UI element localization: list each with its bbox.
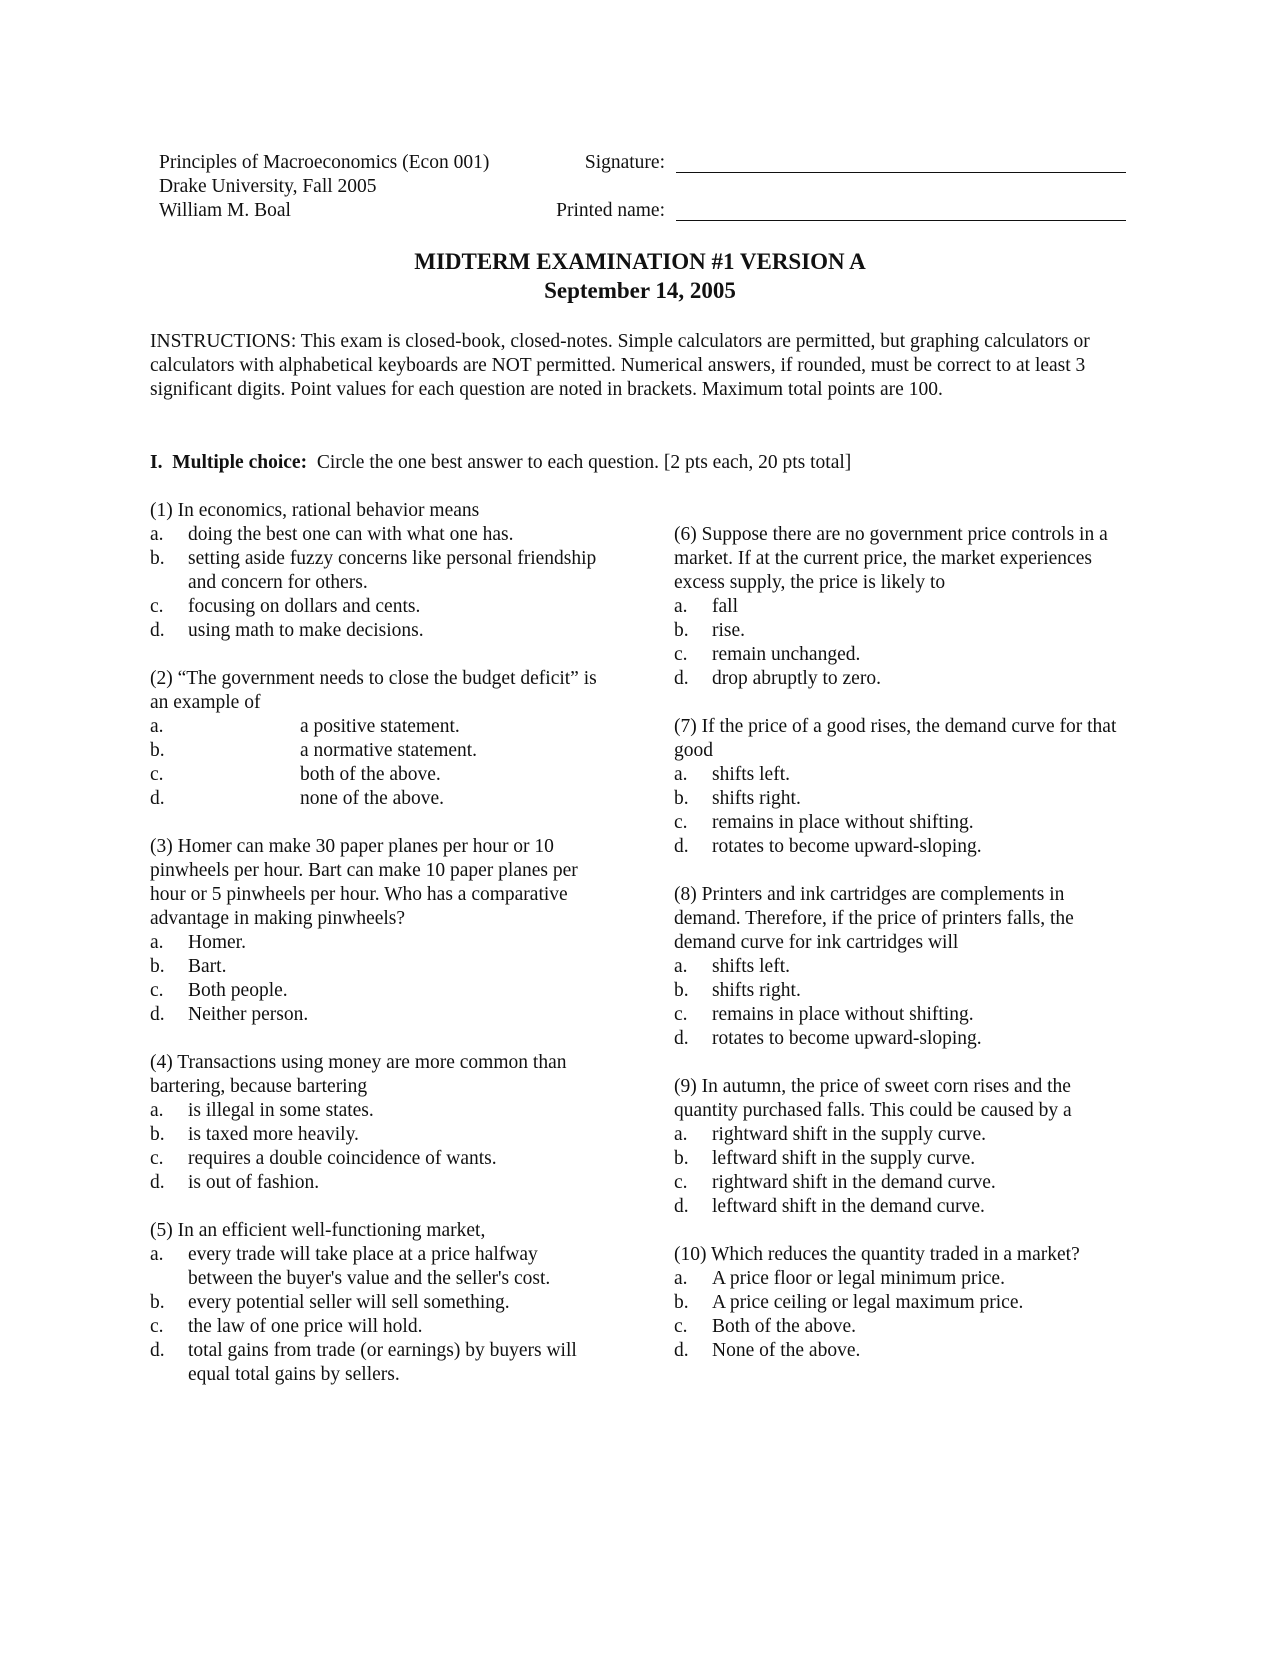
signature-label: Signature: <box>584 152 665 173</box>
option-text: leftward shift in the demand curve. <box>712 1196 985 1217</box>
option-letter: d. <box>150 788 165 809</box>
question-stem: (4) Transactions using money are more common than bartering, because bartering <box>150 1052 567 1097</box>
option-text: rightward shift in the demand curve. <box>712 1172 996 1193</box>
option-letter: a. <box>674 956 688 977</box>
option-text: a positive statement. <box>300 716 460 737</box>
answer-option[interactable] <box>674 1027 1134 1051</box>
question-stem: (7) If the price of a good rises, the demand curve for that good <box>674 716 1117 761</box>
option-text: none of the above. <box>300 788 445 809</box>
option-text: total gains from trade (or earnings) by buyers will equal total gains by sellers. <box>188 1340 577 1385</box>
option-letter: a. <box>674 1268 688 1289</box>
answer-option[interactable] <box>150 1315 600 1339</box>
option-letter: b. <box>674 788 689 809</box>
answer-option[interactable] <box>674 1195 1134 1219</box>
option-letter: a. <box>150 932 164 953</box>
answer-option[interactable] <box>150 931 600 955</box>
answer-option[interactable] <box>150 619 600 643</box>
answer-option[interactable] <box>674 763 1134 787</box>
section-name: Multiple choice: <box>172 452 308 473</box>
option-letter: c. <box>674 812 688 833</box>
option-letter: b. <box>150 1124 165 1145</box>
answer-option[interactable] <box>150 979 600 1003</box>
answer-option[interactable] <box>674 1123 1134 1147</box>
option-text: shifts left. <box>712 956 790 977</box>
option-text: setting aside fuzzy concerns like personal friendship and concern for others. <box>188 548 597 593</box>
question-1 <box>150 499 600 643</box>
answer-option[interactable] <box>150 739 600 763</box>
section-heading <box>150 451 1130 475</box>
option-letter: b. <box>674 620 689 641</box>
option-text: remains in place without shifting. <box>712 812 974 833</box>
option-text: both of the above. <box>300 764 441 785</box>
answer-option[interactable] <box>674 1315 1134 1339</box>
answer-option[interactable] <box>150 1339 600 1387</box>
option-letter: d. <box>150 1004 165 1025</box>
option-letter: c. <box>150 764 164 785</box>
option-text: remain unchanged. <box>712 644 861 665</box>
option-text: shifts right. <box>712 980 801 1001</box>
question-stem: (9) In autumn, the price of sweet corn rises and the quantity purchased falls. This could be caused by a <box>674 1076 1072 1121</box>
answer-option[interactable] <box>674 1267 1134 1291</box>
option-text: Homer. <box>188 932 246 953</box>
option-letter: c. <box>674 644 688 665</box>
answer-option[interactable] <box>674 1147 1134 1171</box>
option-letter: d. <box>150 1340 165 1361</box>
question-stem: (6) Suppose there are no government price controls in a market. If at the current price, the market experiences excess supply, the price is likely to <box>674 524 1108 593</box>
option-text: fall <box>712 596 738 617</box>
option-text: every potential seller will sell something. <box>188 1292 510 1313</box>
option-letter: b. <box>674 980 689 1001</box>
answer-option[interactable] <box>674 1339 1134 1363</box>
question-stem: (8) Printers and ink cartridges are complements in demand. Therefore, if the price of printers falls, the demand curve for ink cartridges will <box>674 884 1074 953</box>
option-text: leftward shift in the supply curve. <box>712 1148 976 1169</box>
answer-option[interactable] <box>150 1243 600 1291</box>
answer-option[interactable] <box>150 1291 600 1315</box>
option-letter: a. <box>674 1124 688 1145</box>
option-text: shifts right. <box>712 788 801 809</box>
answer-option[interactable] <box>674 979 1134 1003</box>
course-name: Principles of Macroeconomics (Econ 001) <box>159 152 490 173</box>
answer-option[interactable] <box>150 547 600 595</box>
option-letter: b. <box>674 1148 689 1169</box>
answer-option[interactable] <box>150 955 600 979</box>
option-letter: c. <box>150 596 164 617</box>
question-stem: (2) “The government needs to close the budget deficit” is an example of <box>150 668 597 713</box>
answer-option[interactable] <box>674 667 1134 691</box>
answer-option[interactable] <box>150 595 600 619</box>
section-number: I. <box>150 452 163 473</box>
option-text: every trade will take place at a price halfway between the buyer's value and the seller's cost. <box>188 1244 551 1289</box>
questions-left-column <box>150 499 600 1411</box>
question-stem: (5) In an efficient well-functioning market, <box>150 1220 486 1241</box>
option-text: None of the above. <box>712 1340 861 1361</box>
option-letter: a. <box>150 1244 164 1265</box>
option-letter: a. <box>150 716 164 737</box>
exam-title <box>0 247 1280 305</box>
option-letter: c. <box>150 1148 164 1169</box>
option-text: rotates to become upward-sloping. <box>712 1028 982 1049</box>
answer-option[interactable] <box>150 715 600 739</box>
answer-option[interactable] <box>674 787 1134 811</box>
option-text: rightward shift in the supply curve. <box>712 1124 987 1145</box>
answer-option[interactable] <box>674 619 1134 643</box>
section-description: Circle the one best answer to each question. [2 pts each, 20 pts total] <box>316 452 852 473</box>
question-4 <box>150 1051 600 1195</box>
option-letter: c. <box>674 1316 688 1337</box>
option-text: remains in place without shifting. <box>712 1004 974 1025</box>
answer-option[interactable] <box>150 1171 600 1195</box>
question-stem: (10) Which reduces the quantity traded in a market? <box>674 1244 1080 1265</box>
printed-name-field[interactable] <box>676 220 1126 221</box>
question-10 <box>674 1243 1134 1363</box>
signature-field[interactable] <box>676 172 1126 173</box>
course-header <box>159 151 489 223</box>
exam-date: September 14, 2005 <box>544 278 736 303</box>
school-term: Drake University, Fall 2005 <box>159 176 377 197</box>
option-text: Both people. <box>188 980 288 1001</box>
answer-option[interactable] <box>674 835 1134 859</box>
question-2 <box>150 667 600 811</box>
printed-name-label: Printed name: <box>556 200 665 221</box>
option-text: drop abruptly to zero. <box>712 668 881 689</box>
exam-title-line1: MIDTERM EXAMINATION #1 VERSION A <box>414 249 866 274</box>
option-text: is out of fashion. <box>188 1172 320 1193</box>
option-text: using math to make decisions. <box>188 620 424 641</box>
option-text: rise. <box>712 620 746 641</box>
option-text: rotates to become upward-sloping. <box>712 836 982 857</box>
answer-option[interactable] <box>150 1003 600 1027</box>
option-letter: c. <box>150 1316 164 1337</box>
question-5 <box>150 1219 600 1387</box>
option-letter: b. <box>674 1292 689 1313</box>
questions-right-column <box>674 523 1134 1387</box>
question-9 <box>674 1075 1134 1219</box>
option-text: Neither person. <box>188 1004 309 1025</box>
question-3 <box>150 835 600 1027</box>
option-text: a normative statement. <box>300 740 478 761</box>
answer-option[interactable] <box>150 1147 600 1171</box>
option-text: Bart. <box>188 956 227 977</box>
answer-option[interactable] <box>674 1003 1134 1027</box>
answer-option[interactable] <box>150 1123 600 1147</box>
answer-option[interactable] <box>150 523 600 547</box>
option-letter: d. <box>674 1340 689 1361</box>
answer-option[interactable] <box>674 811 1134 835</box>
option-letter: b. <box>150 1292 165 1313</box>
instructions: INSTRUCTIONS: This exam is closed-book, closed-notes. Simple calculators are permitted, but graphing calculators or calculators with alphabetical keyboards are NOT permitted. Numerical answers, if rounded, must be correct to at least 3 significant digits. Point values for each question are noted in brackets. Maximum total points are 100. <box>150 331 1090 400</box>
answer-option[interactable] <box>674 955 1134 979</box>
option-letter: c. <box>674 1172 688 1193</box>
option-text: doing the best one can with what one has. <box>188 524 514 545</box>
answer-option[interactable] <box>150 1099 600 1123</box>
option-text: shifts left. <box>712 764 790 785</box>
option-text: A price floor or legal minimum price. <box>712 1268 1005 1289</box>
answer-option[interactable] <box>674 643 1134 667</box>
answer-option[interactable] <box>674 1171 1134 1195</box>
option-text: requires a double coincidence of wants. <box>188 1148 497 1169</box>
option-letter: d. <box>674 836 689 857</box>
option-text: the law of one price will hold. <box>188 1316 423 1337</box>
answer-option[interactable] <box>674 1291 1134 1315</box>
question-6 <box>674 523 1134 691</box>
answer-option[interactable] <box>150 787 600 811</box>
option-letter: d. <box>674 668 689 689</box>
option-letter: a. <box>674 596 688 617</box>
option-text: A price ceiling or legal maximum price. <box>712 1292 1024 1313</box>
option-letter: a. <box>674 764 688 785</box>
question-stem: (3) Homer can make 30 paper planes per hour or 10 pinwheels per hour. Bart can make 10 paper planes per hour or 5 pinwheels per hour. Who has a comparative advantage in making pinwheels? <box>150 836 578 929</box>
option-letter: b. <box>150 956 165 977</box>
option-letter: d. <box>150 1172 165 1193</box>
answer-option[interactable] <box>150 763 600 787</box>
answer-option[interactable] <box>674 595 1134 619</box>
option-letter: d. <box>674 1196 689 1217</box>
option-text: is taxed more heavily. <box>188 1124 359 1145</box>
question-7 <box>674 715 1134 859</box>
option-text: Both of the above. <box>712 1316 857 1337</box>
option-letter: d. <box>150 620 165 641</box>
option-letter: b. <box>150 548 165 569</box>
option-text: focusing on dollars and cents. <box>188 596 421 617</box>
option-letter: b. <box>150 740 165 761</box>
option-text: is illegal in some states. <box>188 1100 374 1121</box>
option-letter: d. <box>674 1028 689 1049</box>
option-letter: a. <box>150 1100 164 1121</box>
question-8 <box>674 883 1134 1051</box>
question-stem: (1) In economics, rational behavior means <box>150 500 480 521</box>
option-letter: c. <box>150 980 164 1001</box>
option-letter: c. <box>674 1004 688 1025</box>
option-letter: a. <box>150 524 164 545</box>
instructor-name: William M. Boal <box>159 200 291 221</box>
